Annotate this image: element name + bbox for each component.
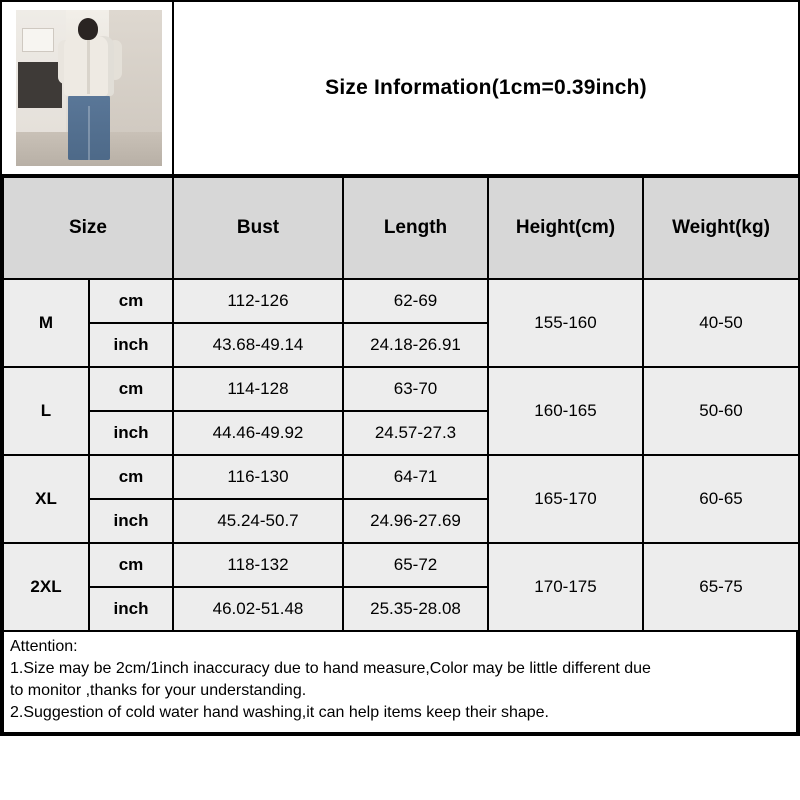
- cell-bust-inch: 44.46-49.92: [173, 411, 343, 455]
- cell-unit-cm: cm: [89, 367, 173, 411]
- cell-height: 170-175: [488, 543, 643, 631]
- cell-bust-cm: 116-130: [173, 455, 343, 499]
- cell-bust-cm: 114-128: [173, 367, 343, 411]
- cell-unit-inch: inch: [89, 411, 173, 455]
- page-title: Size Information(1cm=0.39inch): [325, 76, 647, 99]
- table-header: [3, 177, 799, 279]
- cell-height: 155-160: [488, 279, 643, 367]
- attention-block: [2, 632, 798, 734]
- cell-length-inch: 24.96-27.69: [343, 499, 488, 543]
- cell-length-inch: 25.35-28.08: [343, 587, 488, 631]
- cell-length-inch: 24.57-27.3: [343, 411, 488, 455]
- cell-weight: 40-50: [643, 279, 799, 367]
- cell-length-cm: 65-72: [343, 543, 488, 587]
- attention-line-2: 2.Suggestion of cold water hand washing,it can help items keep their shape.: [10, 704, 549, 721]
- attention-line-1b: to monitor ,thanks for your understanding.: [10, 682, 307, 699]
- cell-bust-cm: 112-126: [173, 279, 343, 323]
- cell-bust-inch: 45.24-50.7: [173, 499, 343, 543]
- cell-bust-inch: 43.68-49.14: [173, 323, 343, 367]
- cell-unit-cm: cm: [89, 543, 173, 587]
- table-body: [3, 279, 799, 631]
- cell-unit-inch: inch: [89, 587, 173, 631]
- attention-heading: Attention:: [10, 638, 78, 655]
- cell-size: XL: [3, 455, 89, 543]
- table-row: [3, 279, 799, 323]
- attention-line-1: 1.Size may be 2cm/1inch inaccuracy due to hand measure,Color may be little different due: [10, 660, 651, 677]
- cell-weight: 50-60: [643, 367, 799, 455]
- cell-bust-inch: 46.02-51.48: [173, 587, 343, 631]
- cell-weight: 60-65: [643, 455, 799, 543]
- size-table: [2, 176, 800, 632]
- cell-length-cm: 62-69: [343, 279, 488, 323]
- header-bust: Bust: [173, 177, 343, 279]
- cell-unit-cm: cm: [89, 455, 173, 499]
- cell-weight: 65-75: [643, 543, 799, 631]
- cell-unit-inch: inch: [89, 499, 173, 543]
- chart-title-cell: [174, 2, 798, 174]
- product-photo-cell: [2, 2, 174, 174]
- cell-unit-cm: cm: [89, 279, 173, 323]
- table-row: [3, 455, 799, 499]
- header-length: Length: [343, 177, 488, 279]
- cell-length-cm: 63-70: [343, 367, 488, 411]
- header-size: Size: [3, 177, 173, 279]
- chart-banner: [2, 2, 798, 176]
- cell-height: 160-165: [488, 367, 643, 455]
- cell-size: M: [3, 279, 89, 367]
- cell-size: L: [3, 367, 89, 455]
- cell-bust-cm: 118-132: [173, 543, 343, 587]
- header-height: Height(cm): [488, 177, 643, 279]
- table-row: [3, 543, 799, 587]
- cell-length-cm: 64-71: [343, 455, 488, 499]
- cell-height: 165-170: [488, 455, 643, 543]
- header-weight: Weight(kg): [643, 177, 799, 279]
- cell-unit-inch: inch: [89, 323, 173, 367]
- cell-size: 2XL: [3, 543, 89, 631]
- table-row: [3, 367, 799, 411]
- product-photo: [16, 10, 162, 166]
- cell-length-inch: 24.18-26.91: [343, 323, 488, 367]
